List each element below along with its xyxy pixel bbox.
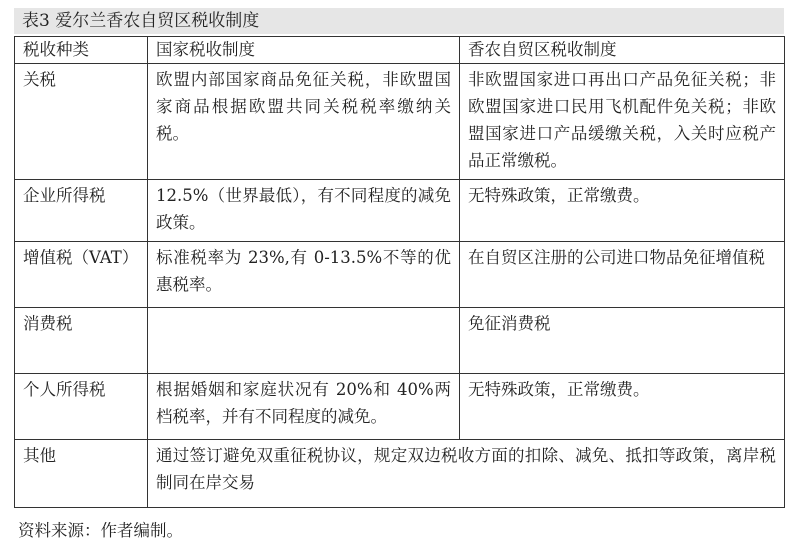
row-other-text: 通过签订避免双重征税协议，规定双边税收方面的扣除、减免、抵扣等政策，离岸税制同在岸交易 xyxy=(148,440,785,508)
table-row xyxy=(15,180,785,242)
row-shannon: 非欧盟国家进口再出口产品免征关税；非欧盟国家进口民用飞机配件免关税；非欧盟国家进口产品缓缴关税，入关时应税产品正常缴税。 xyxy=(460,64,785,180)
row-national: 标准税率为 23%,有 0-13.5%不等的优惠税率。 xyxy=(148,242,460,308)
row-tax-type: 关税 xyxy=(15,64,148,180)
row-tax-type: 企业所得税 xyxy=(15,180,148,242)
row-tax-type: 其他 xyxy=(15,440,148,508)
table-row-other xyxy=(15,440,785,508)
header-national: 国家税收制度 xyxy=(148,37,460,64)
table-header-row xyxy=(15,37,785,64)
row-national: 12.5%（世界最低），有不同程度的减免政策。 xyxy=(148,180,460,242)
row-tax-type: 消费税 xyxy=(15,308,148,374)
row-shannon: 无特殊政策，正常缴费。 xyxy=(460,374,785,440)
table-row xyxy=(15,242,785,308)
row-shannon: 免征消费税 xyxy=(460,308,785,374)
table-row xyxy=(15,374,785,440)
row-national: 根据婚姻和家庭状况有 20%和 40%两档税率，并有不同程度的减免。 xyxy=(148,374,460,440)
header-tax-type: 税收种类 xyxy=(15,37,148,64)
row-shannon: 在自贸区注册的公司进口物品免征增值税 xyxy=(460,242,785,308)
row-national xyxy=(148,308,460,374)
row-shannon: 无特殊政策，正常缴费。 xyxy=(460,180,785,242)
source-note: 资料来源：作者编制。 xyxy=(18,521,183,540)
row-tax-type: 个人所得税 xyxy=(15,374,148,440)
table-row xyxy=(15,64,785,180)
table-row xyxy=(15,308,785,374)
table-caption: 表3 爱尔兰香农自贸区税收制度 xyxy=(14,8,784,34)
tax-table xyxy=(14,36,785,508)
header-shannon: 香农自贸区税收制度 xyxy=(460,37,785,64)
row-national: 欧盟内部国家商品免征关税，非欧盟国家商品根据欧盟共同关税税率缴纳关税。 xyxy=(148,64,460,180)
row-tax-type: 增值税（VAT） xyxy=(15,242,148,308)
